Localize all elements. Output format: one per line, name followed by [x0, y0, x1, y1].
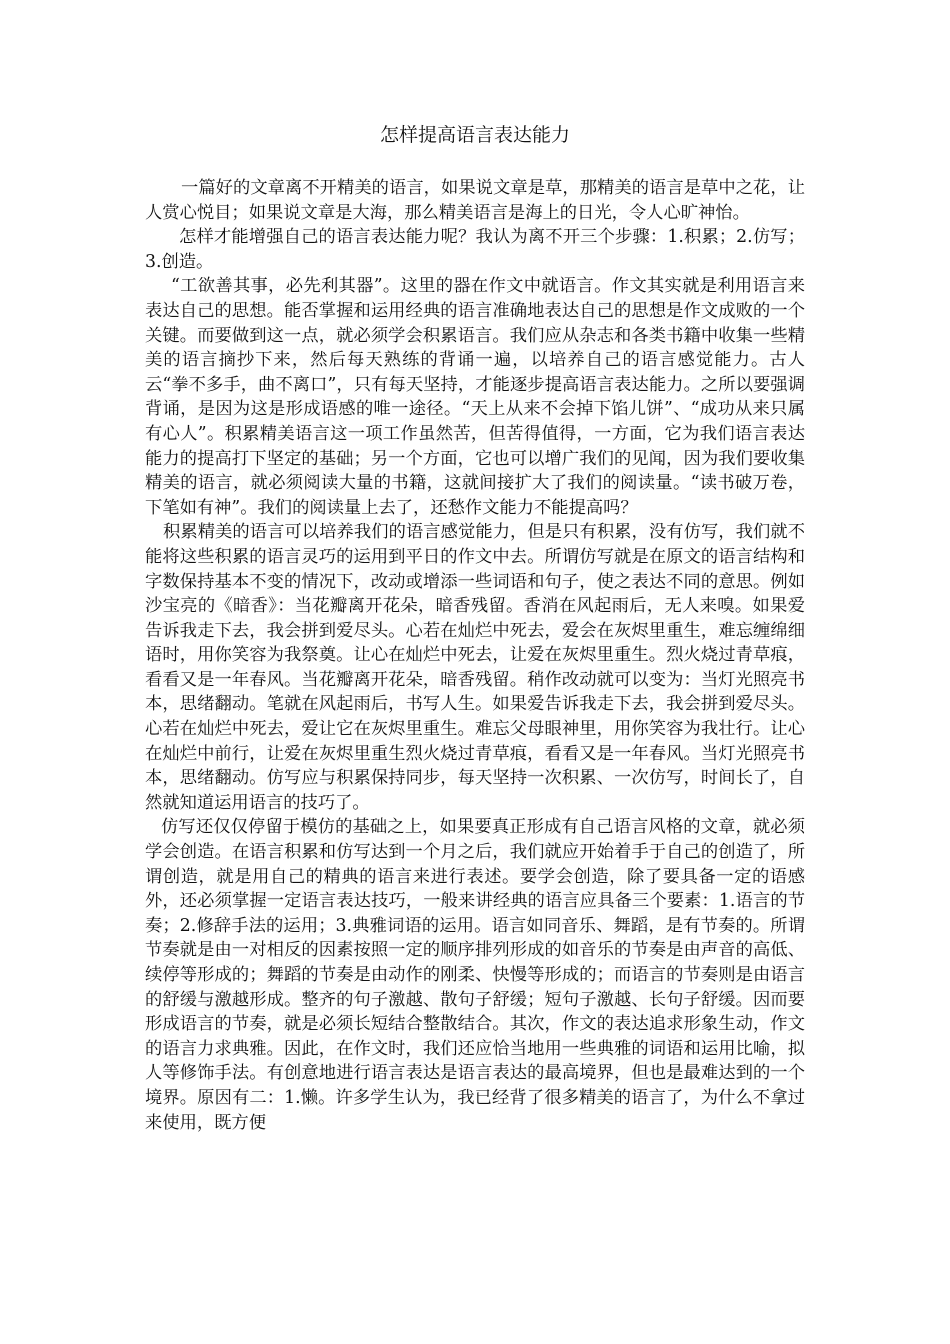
paragraph-creation: 仿写还仅仅停留于模仿的基础之上，如果要真正形成有自己语言风格的文章，就必须学会创造。在语言积累和仿写达到一个月之后，我们就应开始着手于自己的创造了，所谓创造，就是用自己的精典的语言来进行表述。要学会创造，除了要具备一定的语感外，还必须掌握一定语言表达技巧，一般来讲经典的语言应具备三个要素：1.语言的节奏；2.修辞手法的运用；3.典雅词语的运用。语言如同音乐、舞蹈，是有节奏的。所谓节奏就是由一对相反的因素按照一定的顺序排列形成的如音乐的节奏是由声音的高低、续停等形成的；舞蹈的节奏是由动作的刚柔、快慢等形成的；而语言的节奏则是由语言的舒缓与激越形成。整齐的句子激越、散句子舒缓；短句子激越、长句子舒缓。因而要形成语言的节奏，就是必须长短结合整散结合。其次，作文的表达追求形象生动，作文的语言力求典雅。因此，在作文时，我们还应恰当地用一些典雅的词语和运用比喻，拟人等修饰手法。有创意地进行语言表达是语言表达的最高境界，但也是最难达到的一个境界。原因有二：1.懒。许多学生认为，我已经背了很多精美的语言了，为什么不拿过来使用，既方便 [145, 817, 805, 1133]
document-body [145, 176, 805, 1135]
paragraph-intro: 一篇好的文章离不开精美的语言，如果说文章是草，那精美的语言是草中之花，让人赏心悦目；如果说文章是大海，那么精美语言是海上的日光，令人心旷神怡。 [145, 178, 805, 223]
paragraph-imitation: 积累精美的语言可以培养我们的语言感觉能力，但是只有积累，没有仿写，我们就不能将这些积累的语言灵巧的运用到平日的作文中去。所谓仿写就是在原文的语言结构和字数保持基本不变的情况下，改动或增添一些词语和句子，使之表达不同的意思。例如沙宝亮的《暗香》：当花瓣离开花朵，暗香残留。香消在风起雨后，无人来嗅。如果爱告诉我走下去，我会拼到爱尽头。心若在灿烂中死去，爱会在灰烬里重生，难忘缠绵细语时，用你笑容为我祭奠。让心在灿烂中死去，让爱在灰烬里重生。烈火烧过青草痕，看看又是一年春风。当花瓣离开花朵，暗香残留。稍作改动就可以变为：当灯光照亮书本，思绪翻动。笔就在风起雨后，书写人生。如果爱告诉我走下去，我会拼到爱尽头。心若在灿烂中死去，爱让它在灰烬里重生。难忘父母眼神里，用你笑容为我壮行。让心在灿烂中前行，让爱在灰烬里重生烈火烧过青草痕，看看又是一年春风。当灯光照亮书本，思绪翻动。仿写应与积累保持同步，每天坚持一次积累、一次仿写，时间长了，自然就知道运用语言的技巧了。 [145, 522, 805, 813]
paragraph-accumulation: “工欲善其事，必先利其器”。这里的器在作文中就语言。作文其实就是利用语言来表达自己的思想。能否掌握和运用经典的语言准确地表达自己的思想是作文成败的一个关键。而要做到这一点，就必须学会积累语言。我们应从杂志和各类书籍中收集一些精美的语言摘抄下来，然后每天熟练的背诵一遍，以培养自己的语言感觉能力。古人云“拳不多手，曲不离口”，只有每天坚持，才能逐步提高语言表达能力。之所以要强调背诵，是因为这是形成语感的唯一途径。“天上从来不会掉下馅儿饼”、“成功从来只属有心人”。积累精美语言这一项工作虽然苦，但苦得值得，一方面，它为我们语言表达能力的提高打下坚定的基础；另一个方面，它也可以增广我们的见闻，因为我们要收集精美的语言，就必须阅读大量的书籍，这就间接扩大了我们的阅读量。“读书破万卷，下笔如有神”。我们的阅读量上去了，还愁作文能力不能提高吗？ [145, 276, 805, 518]
paragraph-steps: 怎样才能增强自己的语言表达能力呢？我认为离不开三个步骤：1.积累；2.仿写；3.创造。 [145, 227, 805, 272]
document-title: 怎样提高语言表达能力 [379, 124, 570, 146]
